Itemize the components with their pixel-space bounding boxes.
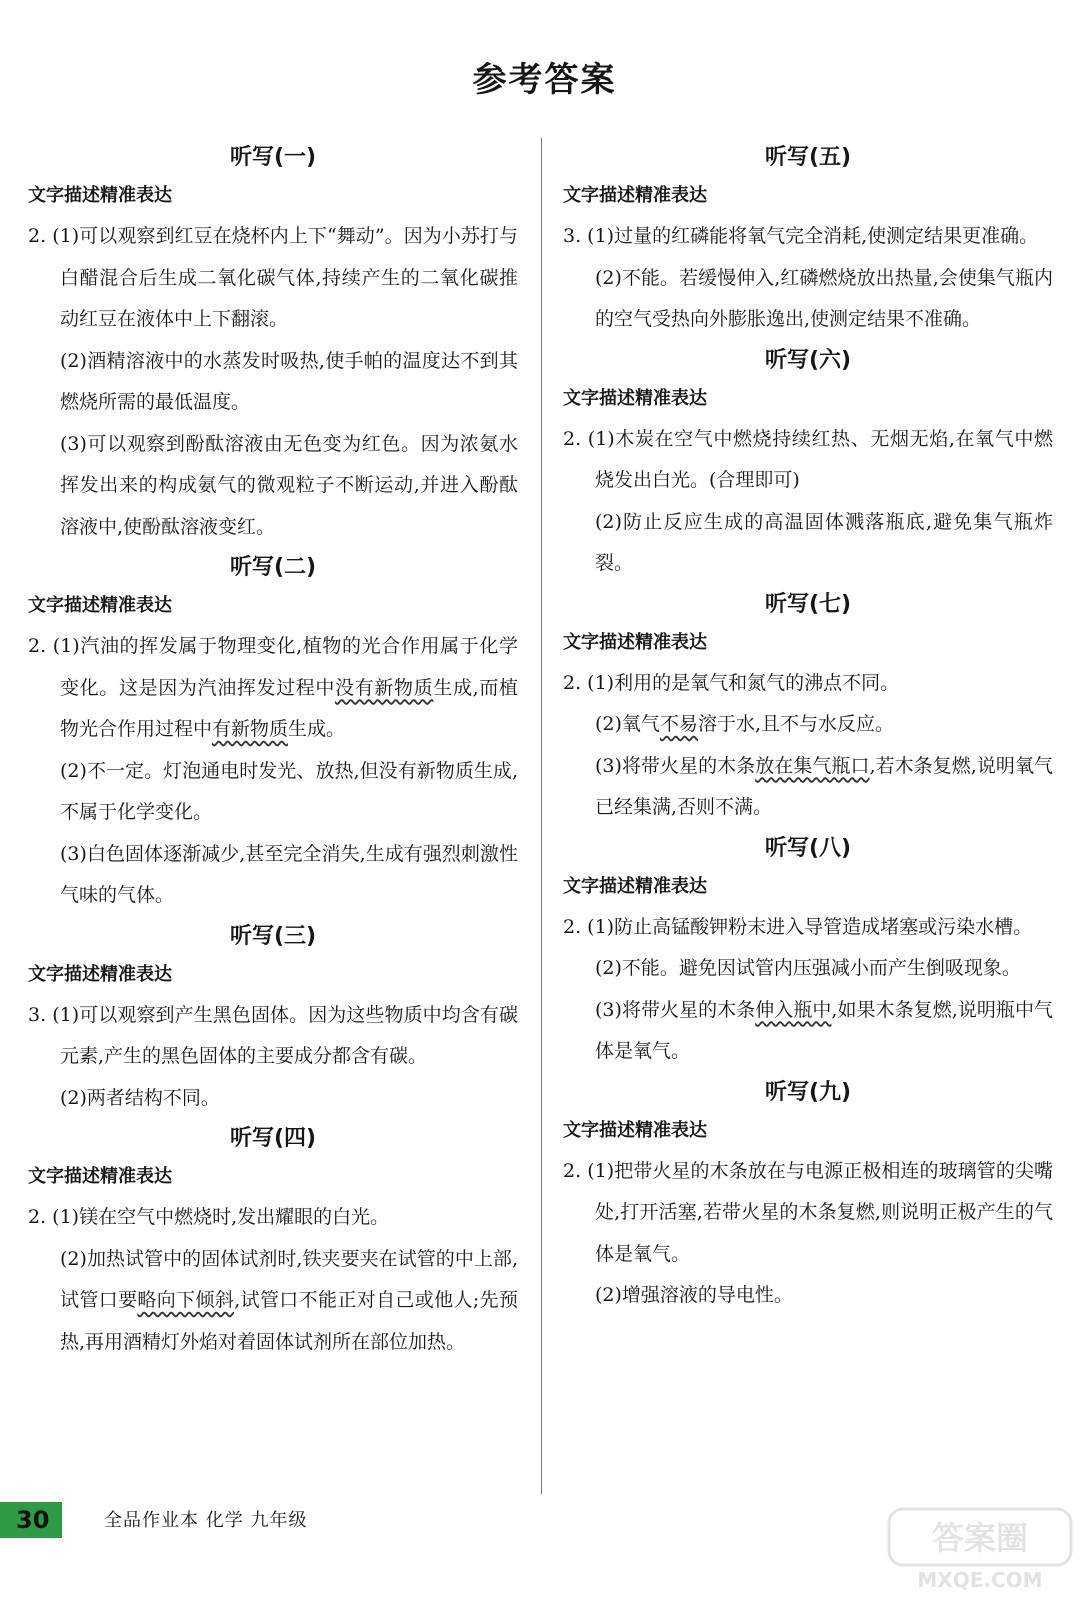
- watermark-brand: 答案圈: [931, 1519, 1029, 1557]
- wavy-underline-keyword: 不易: [659, 713, 698, 735]
- subheading: 文字描述精准表达: [563, 387, 707, 409]
- wavy-underline-keyword: 略向下倾斜: [137, 1289, 235, 1311]
- answer-segment: 2. (1)汽油的挥发属于物理变化,植物的光合作用属于化学变化。这是因为汽油挥发过程中: [28, 635, 518, 699]
- column-divider: [541, 138, 542, 1494]
- answer-segment: (3)将带火星的木条: [595, 754, 756, 777]
- answer-text: [28, 626, 518, 751]
- answer-segment: ,试管口不能正对自己或他人;先预热,再用酒精灯外焰对着固体试剂所在部位加热。: [60, 1289, 518, 1353]
- answer-text: [563, 704, 1053, 746]
- answer-text: [563, 746, 1053, 829]
- watermark-url: MXQE.COM: [917, 1568, 1043, 1592]
- subheading: 文字描述精准表达: [563, 185, 707, 206]
- answer-segment: (3)将带火星的木条: [595, 998, 756, 1021]
- section-title-9: 听写(九): [764, 1079, 852, 1105]
- page-footer: [0, 1500, 600, 1542]
- subheading: 文字描述精准表达: [28, 595, 172, 616]
- answer-text: [28, 1239, 518, 1364]
- answer-text: (2)不能。若缓慢伸入,红磷燃烧放出热量,会使集气瓶内的空气受热向外膨胀逸出,使测定结果不准确。: [595, 266, 1053, 330]
- answer-text: 3. (1)过量的红磷能将氧气完全消耗,使测定结果更准确。: [563, 225, 1039, 247]
- answer-segment: 生成,而植物光合作用过程中: [60, 676, 518, 740]
- section-title-4: 听写(四): [229, 1126, 317, 1151]
- answer-text: 3. (1)可以观察到产生黑色固体。因为这些物质中均含有碳元素,产生的黑色固体的主要成分都含有碳。: [28, 1003, 518, 1067]
- section-title-6: 听写(六): [764, 347, 852, 373]
- answer-text: (2)不一定。灯泡通电时发光、放热,但没有新物质生成,不属于化学变化。: [60, 759, 518, 823]
- answer-text: (2)防止反应生成的高温固体溅落瓶底,避免集气瓶炸裂。: [595, 510, 1053, 574]
- answer-text: (2)两者结构不同。: [60, 1086, 220, 1109]
- answer-text: 2. (1)可以观察到红豆在烧杯内上下“舞动”。因为小苏打与白醋混合后生成二氧化碳气体,持续产生的二氧化碳推动红豆在液体中上下翻滚。: [28, 225, 518, 330]
- answer-text: (2)酒精溶液中的水蒸发时吸热,使手帕的温度达不到其燃烧所需的最低温度。: [60, 349, 518, 413]
- page-number: 30: [0, 1502, 62, 1538]
- answer-segment: 生成。: [288, 718, 346, 740]
- wavy-underline-keyword: 有新物质: [212, 718, 289, 740]
- wavy-underline-keyword: 没有新物质: [335, 676, 434, 699]
- section-title-8: 听写(八): [764, 835, 852, 861]
- answer-text: 2. (1)防止高锰酸钾粉末进入导管造成堵塞或污染水槽。: [563, 915, 1033, 938]
- section-title-2: 听写(二): [229, 555, 317, 580]
- answer-segment: ,若木条复燃,说明氧气已经集满,否则不满。: [595, 754, 1053, 818]
- answer-text: 2. (1)把带火星的木条放在与电源正极相连的玻璃管的尖嘴处,打开活塞,若带火星的木条复燃,则说明正极产生的气体是氧气。: [563, 1159, 1053, 1265]
- answer-segment: (2)加热试管中的固体试剂时,铁夹要夹在试管的中上部,试管口要: [60, 1247, 518, 1311]
- answer-text: (2)不能。避免因试管内压强减小而产生倒吸现象。: [595, 957, 1021, 979]
- answer-segment: ,如果木条复燃,说明瓶中气体是氧气。: [595, 998, 1053, 1062]
- answer-text: [563, 990, 1053, 1073]
- section-title-5: 听写(五): [764, 145, 852, 170]
- section-title-3: 听写(三): [229, 923, 317, 949]
- subheading: 文字描述精准表达: [28, 185, 172, 206]
- answer-text: 2. (1)利用的是氧气和氮气的沸点不同。: [563, 671, 900, 694]
- answer-segment: (2)氧气: [595, 713, 660, 735]
- subheading: 文字描述精准表达: [28, 1166, 172, 1187]
- right-column: [563, 138, 1053, 1317]
- left-column: [28, 138, 518, 1363]
- answer-text: (3)白色固体逐渐减少,甚至完全消失,生成有强烈刺激性气味的气体。: [60, 842, 518, 906]
- book-title: 全品作业本 化学 九年级: [104, 1510, 308, 1531]
- subheading: 文字描述精准表达: [28, 963, 172, 985]
- answer-text: (3)可以观察到酚酞溶液由无色变为红色。因为浓氨水挥发出来的构成氨气的微观粒子不断运动,并进入酚酞溶液中,使酚酞溶液变红。: [60, 432, 518, 538]
- subheading: 文字描述精准表达: [563, 875, 707, 897]
- answer-text: 2. (1)镁在空气中燃烧时,发出耀眼的白光。: [28, 1206, 390, 1228]
- wavy-underline-keyword: 伸入瓶中: [755, 998, 832, 1021]
- page-title: 参考答案: [472, 60, 617, 100]
- section-title-7: 听写(七): [764, 591, 852, 617]
- subheading: 文字描述精准表达: [563, 1119, 707, 1141]
- answer-segment: 溶于水,且不与水反应。: [697, 713, 894, 735]
- section-title-1: 听写(一): [229, 145, 317, 170]
- answer-text: (2)增强溶液的导电性。: [595, 1284, 793, 1306]
- subheading: 文字描述精准表达: [563, 631, 707, 653]
- watermark-logo: [885, 1505, 1075, 1593]
- wavy-underline-keyword: 放在集气瓶口: [755, 754, 870, 777]
- answer-text: 2. (1)木炭在空气中燃烧持续红热、无烟无焰,在氧气中燃烧发出白光。(合理即可): [563, 427, 1053, 491]
